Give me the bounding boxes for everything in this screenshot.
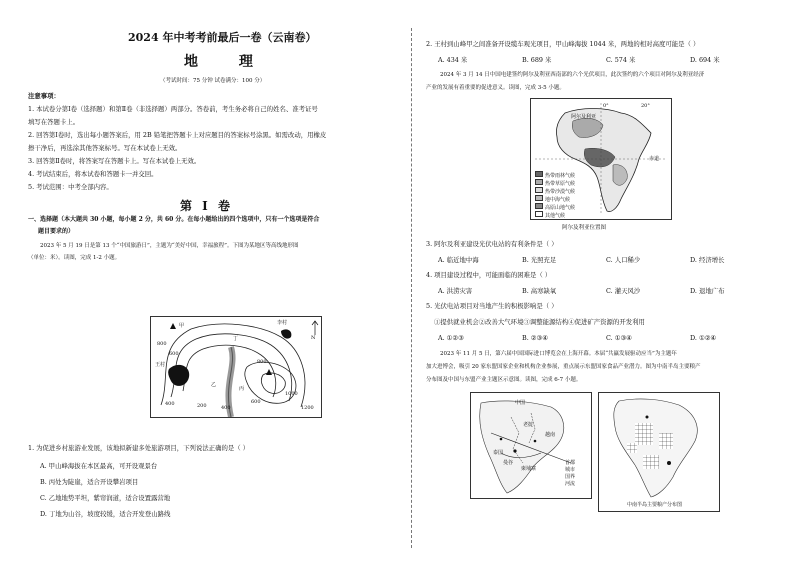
map-label: 甲 [179,323,185,329]
exam-info: （考试时间：75 分钟 试卷满分：100 分） [160,78,266,84]
question-option: D. 退地广布 [690,287,725,295]
map-label: N [311,335,316,341]
question-option: C. ①③④ [606,334,632,342]
legend-item: 热带沙漠气候 [535,187,587,195]
notes-item: 填写在答题卡上。 [28,118,80,126]
notes-item: 2. 回答第Ⅰ卷时，选出每小题答案后，用 2B 铅笔把答题卡上对应题目的答案标号涂黑。如需改动，用橡皮 [28,131,327,139]
material-text: 2024 年 3 月 14 日中国电建签约阿尔及利亚西南部的六个光伏项目，此次签约的六个项目对阿尔及利亚经济 [440,72,705,78]
question-stem: 1. 为促进乡村旅游业发展，该地拟新建多处旅游项目，下列说法正确的是（ ） [28,444,250,452]
question-option: A. 洪涝灾害 [438,287,473,295]
crop-distribution-map [598,392,720,512]
map-label: 老挝 [523,422,534,428]
material-text: 2023 年 5 月 19 日是第 13 个“中国旅游日”，主题为“美好中国，幸福旅程”。下图为某地区等高线地形图 [40,243,299,249]
question-option: C. 灌天风沙 [606,287,641,295]
notes-item: 3. 回答第Ⅱ卷时，将答案写在答题卡上。写在本试卷上无效。 [28,157,201,165]
map-label: 20° [641,103,650,109]
material-text: 加大进博会，吸引 20 家东盟国家企业和机构企业参展，重点展示东盟国家食品产业潜力。图为中南半岛主要粮产 [426,364,701,370]
question-option: D. 丁地为山谷，坡度较缓，适合开发登山路线 [40,510,171,518]
question-option: B. ②③④ [522,334,548,342]
map-label: 1000 [285,391,298,397]
material-text: 分布图及中国与东盟产业主题区示意图。读图，完成 6-7 小题。 [426,377,582,383]
question-option: C. 574 米 [606,56,636,64]
section-title: 第 Ⅰ 卷 [180,199,233,213]
notes-item: 5. 考试范围：中考全部内容。 [28,183,113,191]
notes-item: 擦干净后，再选涂其他答案标号。写在本试卷上无效。 [28,144,182,152]
exam-title: 2024 年中考考前最后一卷（云南卷） [128,31,317,44]
question-option: B. 光照充足 [522,256,557,264]
legend-item: 国界 [565,474,576,480]
question-option: B. 高寒缺氧 [522,287,557,295]
question-stem: 2. 王村到山峰甲之间准备开设缆车观光项目，甲山峰海拔 1044 米，两地的相对高度可能是（ ） [426,40,700,48]
map-label: 丙 [239,386,245,392]
map-label: 中国 [515,400,526,406]
map-label: 200 [197,403,207,409]
map-label: 600 [169,351,179,357]
legend-item: 热带雨林气候 [535,171,587,179]
question-option: B. 689 米 [522,56,552,64]
legend-item: 高原山地气候 [535,203,587,211]
map-label: 800 [157,341,167,347]
question-option: D. 经济增长 [690,256,725,264]
contour-map [150,316,322,418]
map-label: 李村 [277,320,288,326]
map-legend [535,171,587,219]
question-option: C. 人口稀少 [606,256,641,264]
legend-item: 河流 [565,481,576,487]
question-option: A. 434 米 [438,56,468,64]
africa-map [530,98,672,220]
notes-heading: 注意事项： [28,92,60,100]
question-stem: 3. 阿尔及利亚建设光伏电站的有利条件是（ ） [426,240,558,248]
question-option: B. 丙处为陡崖，适合开设攀岩项目 [40,478,139,486]
question-stem: 4. 项目建设过程中，可能面临的困难是（ ） [426,271,552,279]
question-stem: 5. 光伏电站项目对当地产生的积极影响是（ ） [426,302,558,310]
map-label: 0° [603,103,609,109]
map-label: 乙 [211,382,217,388]
map-label: 王村 [155,362,166,368]
notes-item: 4. 考试结束后，将本试卷和答题卡一并交回。 [28,170,158,178]
question-statement: ①提供就业机会②改善大气环境③调整能源结构④促进矿产资源的开发利用 [434,318,645,326]
question-option: A. 甲山峰海拔在本区最高，可开设观景台 [40,462,158,470]
regional-map [470,392,592,499]
map-label: 400 [165,401,175,407]
map-label: 阿尔及利亚 [571,114,597,120]
contour-lines [151,317,321,417]
map-label: 赤道 [649,156,660,162]
section-instruction: 题目要求的） [38,228,75,235]
section-instruction: 一、选择题（本大题共 30 小题，每小题 2 分，共 60 分。在每小题给出的四个选项中，只有一个选项是符合 [28,216,320,223]
material-text: （单位：米）。读图，完成 1-2 小题。 [28,255,121,261]
map-caption: 阿尔及利亚位置图 [562,225,607,231]
subject-title: 地 理 [184,54,271,70]
notes-item: 1. 本试卷分第Ⅰ卷（选择题）和第Ⅱ卷（非选择题）两部分。答卷前，考生务必将自己的姓名、准考证号 [28,105,318,113]
legend-item: 首都 [565,460,576,466]
map-label: 丁 [233,336,239,342]
map-label: 泰国 [493,450,504,456]
legend-item: 其他气候 [535,211,587,219]
question-option: C. 乙地地势平坦，紫帘润道，适合设置露营地 [40,494,171,502]
question-option: A. ①②③ [438,334,464,342]
crop-map-outline [599,393,719,503]
legend-item: 城市 [565,467,576,473]
material-text: 2023 年 11 月 5 日，第六届中国国际进口博览会在上海开幕。本届“共赢发展驱动应当”为主题年 [440,351,677,357]
legend-item: 地中海气候 [535,195,587,203]
map-label: 柬埔寨 [521,466,537,472]
map-caption: 中南半岛主要粮产分布图 [627,502,683,508]
map-label: 1200 [301,405,314,411]
map-label: 越南 [545,432,556,438]
material-text: 产业的发展有着重要的促进意义。读图，完成 3-5 小题。 [426,85,565,91]
map-label: 400 [221,405,231,411]
map-label: 600 [251,399,261,405]
question-option: D. ①②④ [690,334,717,342]
question-option: D. 694 米 [690,56,720,64]
map-label: 曼谷 [503,460,514,466]
right-column [410,0,794,562]
regional-legend [565,459,575,487]
question-option: A. 临近地中海 [438,256,479,264]
map-label: 800 [257,359,267,365]
legend-item: 热带草原气候 [535,179,587,187]
